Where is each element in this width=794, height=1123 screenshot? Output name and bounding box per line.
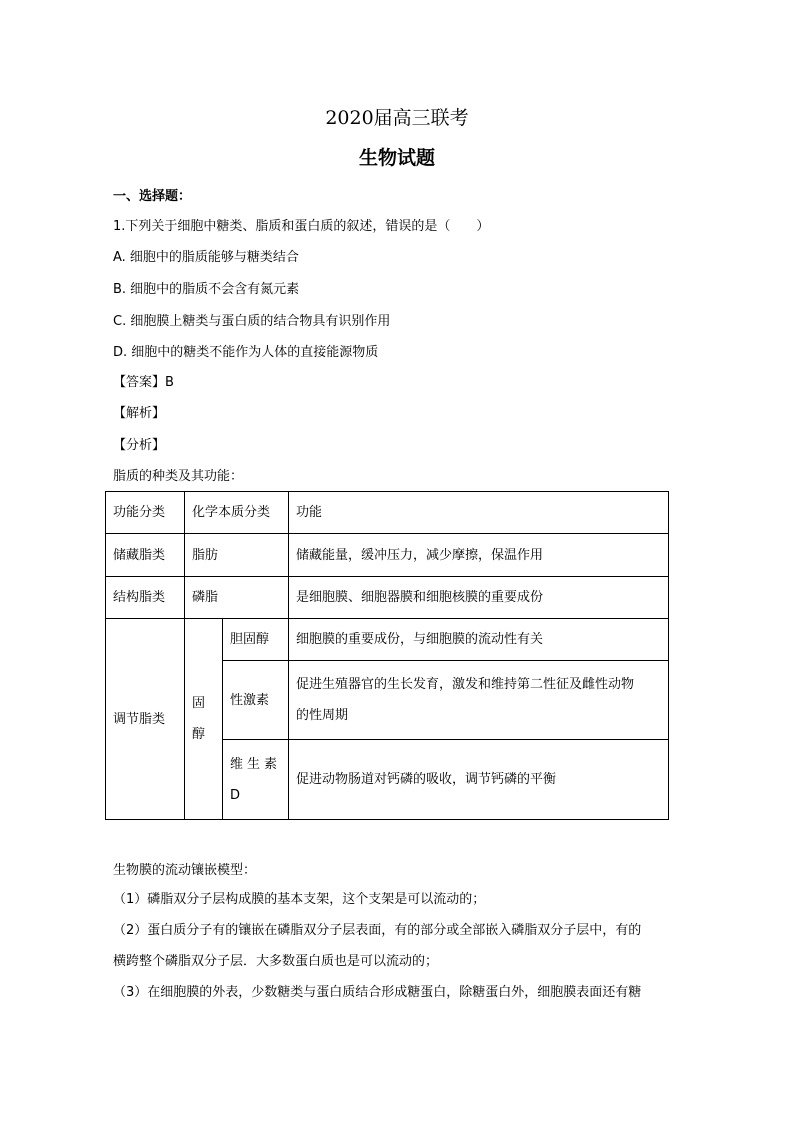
- option-d: D. 细胞中的糖类不能作为人体的直接能源物质: [113, 345, 379, 360]
- exam-subtitle: 生物试题: [358, 147, 435, 169]
- table-cell: [289, 661, 669, 740]
- table-row: [106, 534, 669, 577]
- fenxi-label: 【分析】: [113, 438, 166, 453]
- table-cell: 细胞膜的重要成份，与细胞膜的流动性有关: [289, 619, 669, 661]
- table-cell: 储藏脂类: [106, 534, 185, 577]
- cell-line: 维生素: [230, 756, 282, 772]
- option-a: A. 细胞中的脂质能够与糖类结合: [113, 250, 299, 265]
- table-intro: 脂质的种类及其功能：: [113, 469, 244, 484]
- paragraph-line: 横跨整个磷脂双分子层．大多数蛋白质也是可以流动的；: [113, 954, 439, 969]
- answer-value: B: [165, 375, 174, 390]
- header-cell: 功能: [289, 492, 669, 534]
- sterol-char: 固: [192, 696, 206, 711]
- table-cell: 性激素: [223, 661, 289, 740]
- answer-label: 【答案】: [113, 375, 166, 390]
- analysis-label: 【解析】: [113, 406, 166, 421]
- table-row: [106, 577, 669, 619]
- lipid-table: [105, 491, 669, 820]
- option-c: C. 细胞膜上糖类与蛋白质的结合物具有识别作用: [113, 314, 391, 329]
- table-row: [106, 619, 669, 661]
- exam-title: 2020届高三联考: [325, 107, 469, 129]
- paragraph-line: （3）在细胞膜的外表，少数糖类与蛋白质结合形成糖蛋白，除糖蛋白外，细胞膜表面还有糖: [113, 985, 642, 1000]
- option-b: B. 细胞中的脂质不会含有氮元素: [113, 282, 300, 297]
- table-cell: 促进动物肠道对钙磷的吸收，调节钙磷的平衡: [289, 740, 669, 820]
- header-cell: 化学本质分类: [185, 492, 289, 534]
- table-cell: 磷脂: [185, 577, 289, 619]
- question-1: 1.下列关于细胞中糖类、脂质和蛋白质的叙述，错误的是（ ）: [113, 219, 490, 234]
- section-heading: 一、选择题：: [113, 189, 192, 204]
- table-cell: [223, 740, 289, 820]
- table-cell: 脂肪: [185, 534, 289, 577]
- cell-line: 的性周期: [296, 708, 349, 723]
- table-cell-sterol: [185, 619, 223, 820]
- table-cell: 调节脂类: [106, 619, 185, 820]
- header-cell: 功能分类: [106, 492, 185, 534]
- table-cell: 储藏能量，缓冲压力，减少摩擦，保温作用: [289, 534, 669, 577]
- cell-line: D: [230, 787, 241, 803]
- table-header-row: [106, 492, 669, 534]
- answer-line: [113, 374, 174, 392]
- sterol-char: 醇: [192, 727, 206, 742]
- paragraph-line: （2）蛋白质分子有的镶嵌在磷脂双分子层表面，有的部分或全部嵌入磷脂双分子层中，有的: [113, 923, 642, 938]
- table-cell: 是细胞膜、细胞器膜和细胞核膜的重要成份: [289, 577, 669, 619]
- table-cell: 结构脂类: [106, 577, 185, 619]
- paragraph-line: （1）磷脂双分子层构成膜的基本支架，这个支架是可以流动的；: [113, 892, 486, 907]
- paragraph-line: 生物膜的流动镶嵌模型：: [113, 863, 257, 878]
- cell-line: 促进生殖器官的生长发育，激发和维持第二性征及雌性动物: [296, 677, 635, 692]
- table-cell: 胆固醇: [223, 619, 289, 661]
